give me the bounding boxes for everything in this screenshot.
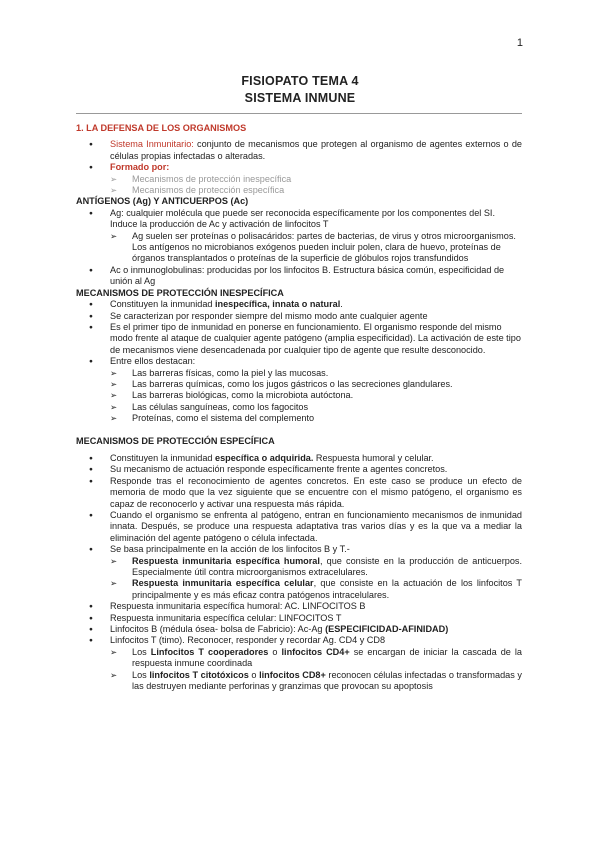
item-text: , que consiste en la actuación de los linfocitos T principalmente y es más eficaz contra patógenos intracelulares. [132, 578, 522, 600]
item-text: Constituyen la inmunidad [110, 299, 215, 310]
item-bold-text: inespecífica, innata o natural [215, 299, 341, 310]
list-item [76, 162, 522, 196]
sublist-item: ➢ Ag suelen ser proteínas o polisacáridos: partes de bacterias, de virus y otros microorganismos. Los antígenos no microbianos exógenos pueden incluir polen, clara de huevo, proteínas de órganos transplantados o proteínas de la superficie de glóbulos rojos transfundidos [110, 231, 522, 265]
sublist-item: ➢ Las barreras biológicas, como la microbiota autóctona. [110, 390, 522, 401]
list-especifica [76, 453, 522, 693]
list-item: ● Ac o inmunoglobulinas: producidas por los linfocitos B. Estructura básica común, especificidad de unión al Ag [76, 265, 522, 288]
sublist-item [110, 670, 522, 693]
item-text: Linfocitos B (médula ósea- bolsa de Fabricio): Ac-Ag [110, 624, 326, 635]
sublist-item: ➢ Proteínas, como el sistema del complemento [110, 413, 522, 424]
list-item [76, 208, 522, 265]
item-text: se encargan de iniciar la cascada de la respuesta inmune coordinada [132, 646, 522, 669]
item-text: Ag: cualquier molécula que puede ser reconocida específicamente por los componentes del SI. Induce la producción de Ac y activación de linfocitos T [110, 207, 496, 230]
sublist-respuestas [110, 556, 522, 602]
term-formado-por: Formado por: [110, 162, 170, 173]
item-bold-text: específica o adquirida. [215, 452, 314, 463]
list-antigenos [76, 208, 522, 288]
sublist-item [110, 647, 522, 670]
item-bold-text: Respuesta inmunitaria específica celular [132, 578, 314, 589]
item-bold-text: Respuesta inmunitaria específica humoral [132, 555, 320, 566]
item-bold-text: linfocitos T citotóxicos [149, 669, 249, 680]
section-heading-antigenos: ANTÍGENOS (Ag) Y ANTICUERPOS (Ac) [76, 196, 249, 207]
item-text: Linfocitos T (timo). Reconocer, responder y recordar Ag. CD4 y CD8 [110, 635, 386, 646]
spacer [76, 425, 522, 436]
list-item [76, 544, 522, 601]
sublist-linfocitos-t [110, 647, 522, 693]
document-title: FISIOPATO TEMA 4 [241, 74, 359, 88]
definition-text: conjunto de mecanismos que protegen al organismo de agentes externos o de células propias infectadas o alteradas. [110, 139, 522, 161]
list-item: ● Responde tras el reconocimiento de agentes concretos. En este caso se produce un efecto de memoria de modo que la vez siguiente que se encuentre con el mismo patógeno, el organismo es capaz de reconocerlo y activar una respuesta más rápida. [76, 476, 522, 510]
list-item: ● Su mecanismo de actuación responde específicamente frente a agentes concretos. [76, 464, 522, 475]
section-heading-especifica: MECANISMOS DE PROTECCIÓN ESPECÍFICA [76, 435, 275, 446]
list-item: ● Cuando el organismo se enfrenta al patógeno, entran en funcionamiento mecanismos de inmunidad innata. Después, se produce una respuesta adaptativa tras varios días y es la que va a mediar la eliminación del agente patógeno o célula infectada. [76, 510, 522, 544]
item-text: Se basa principalmente en la acción de los linfocitos B y T.- [110, 544, 350, 555]
item-bold-text: linfocitos CD4+ [281, 646, 350, 657]
item-bold-text: (ESPECIFICIDAD-AFINIDAD) [325, 624, 449, 635]
list-item [76, 139, 522, 162]
list-item [76, 624, 522, 635]
sublist-item: ➢ Las barreras químicas, como los jugos gástricos o las secreciones glandulares. [110, 379, 522, 390]
item-text: Respuesta humoral y celular. [313, 452, 434, 463]
item-text: Los [132, 669, 150, 680]
list-item [76, 299, 522, 310]
list-item [76, 453, 522, 464]
sublist-item: ➢ Mecanismos de protección específica [110, 185, 522, 196]
document-body [76, 121, 522, 693]
sublist-item: ➢ Las barreras físicas, como la piel y las mucosas. [110, 368, 522, 379]
list-defensa [76, 139, 522, 196]
sublist-item [110, 556, 522, 579]
item-text: o [248, 669, 260, 680]
list-inespecifica [76, 299, 522, 424]
document-subtitle: SISTEMA INMUNE [244, 91, 356, 105]
list-item: ● Es el primer tipo de inmunidad en ponerse en funcionamiento. El organismo responde del mismo modo frente al ataque de cualquier agente patógeno (amplia especificidad). La activación de este tipo de mecanismos viene desencadenada por cualquier tipo de agente que resulte desconocido. [76, 322, 522, 356]
item-text: o [268, 646, 282, 657]
sublist-item [110, 578, 522, 601]
item-text: , que consiste en la producción de anticuerpos. Especialmente útil contra microorganismos extracelulares. [132, 555, 523, 578]
sublist-barreras [110, 368, 522, 425]
page-number: 1 [516, 37, 523, 49]
sublist-item: ➢ Mecanismos de protección inespecífica [110, 174, 522, 185]
sublist-item: ➢ Las células sanguíneas, como los fagocitos [110, 402, 522, 413]
list-item: ● Respuesta inmunitaria específica celular: LINFOCITOS T [76, 613, 522, 624]
list-item [76, 356, 522, 424]
section-heading-inespecifica: MECANISMOS DE PROTECCIÓN INESPECÍFICA [76, 287, 284, 298]
sublist-formado [110, 174, 522, 197]
list-item [76, 635, 522, 692]
title-divider [76, 113, 522, 114]
sublist-ag [110, 231, 522, 265]
item-bold-text: Linfocitos T cooperadores [150, 646, 269, 657]
item-text: . [340, 299, 343, 310]
list-item: ● Respuesta inmunitaria específica humoral: AC. LINFOCITOS B [76, 601, 522, 612]
item-text: Entre ellos destacan: [110, 356, 196, 367]
section-heading-defensa: 1. LA DEFENSA DE LOS ORGANISMOS [76, 123, 247, 133]
item-text: reconocen células infectadas o transformadas y las destruyen mediante perforinas y granzimas que provocan su apoptosis [132, 669, 522, 692]
item-text: Constituyen la inmunidad [110, 452, 215, 463]
item-text: Los [132, 646, 151, 657]
list-item: ● Se caracterizan por responder siempre del mismo modo ante cualquier agente [76, 311, 522, 322]
item-bold-text: linfocitos CD8+ [259, 669, 326, 680]
term-sistema-inmunitario: Sistema Inmunitario: [110, 139, 194, 150]
